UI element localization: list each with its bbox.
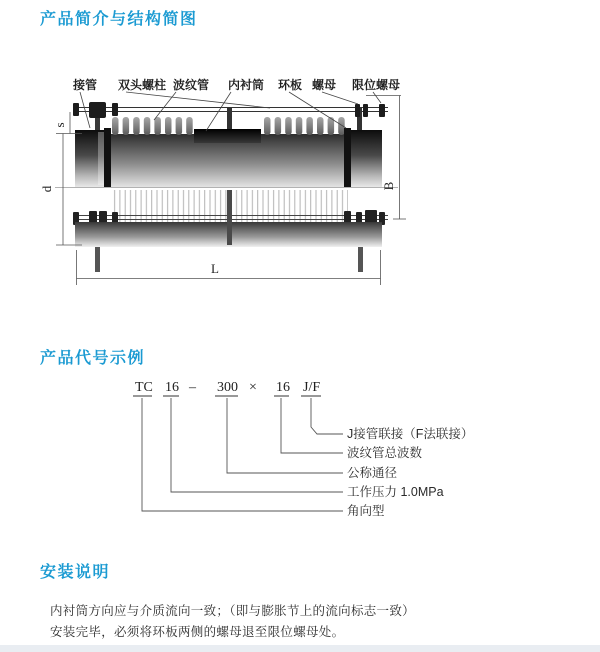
part-label-ring-plate: 环板 xyxy=(278,78,303,92)
bellows-left-convolutions xyxy=(112,117,193,135)
section-code-title: 产品代号示例 xyxy=(40,350,146,367)
callout-nominal-diameter: 公称通径 xyxy=(347,466,398,480)
stud-left-bottom xyxy=(95,247,100,272)
section-install-title: 安装说明 xyxy=(40,564,111,581)
dim-label-d: d xyxy=(39,185,54,193)
callout-connection-type: J接管联接（F法联接） xyxy=(347,427,474,441)
page-bottom-strip xyxy=(0,645,600,652)
code-callout-connectors xyxy=(142,398,343,511)
callout-total-waves: 波纹管总波数 xyxy=(347,446,423,460)
code-segment-type: TC xyxy=(135,380,153,395)
code-segment-pressure: 16 xyxy=(165,380,179,395)
install-note-line-1: 内衬筒方向应与介质流向一致；（即与膨胀节上的流向标志一致） xyxy=(50,604,415,618)
pipe-left-highlight xyxy=(98,132,105,185)
part-label-bellows: 波纹管 xyxy=(173,78,210,92)
part-label-connecting-pipe: 接管 xyxy=(73,78,98,92)
stud-right-bottom xyxy=(358,247,363,272)
part-label-double-end-stud: 双头螺柱 xyxy=(118,78,167,92)
part-label-inner-sleeve: 内衬筒 xyxy=(228,78,265,92)
code-segment-connection: J/F xyxy=(303,380,321,395)
stud-center-top xyxy=(227,108,232,132)
install-note-line-2: 安装完毕，必须将环板两侧的螺母退至限位螺母处。 xyxy=(50,625,345,639)
pipe-right xyxy=(351,130,382,187)
product-code-figure xyxy=(0,340,600,530)
dim-label-s: s xyxy=(52,122,67,128)
code-segment-diameter: 300 xyxy=(217,380,238,395)
part-label-limit-nut: 限位螺母 xyxy=(352,78,401,92)
code-segment-waves: 16 xyxy=(276,380,290,395)
code-segment-times: × xyxy=(249,380,257,395)
callout-working-pressure: 工作压力 1.0MPa xyxy=(347,485,444,499)
inner-sleeve-cap xyxy=(194,129,261,143)
ring-plate-right xyxy=(344,128,351,187)
code-segment-dash: – xyxy=(189,380,196,395)
section-intro-title: 产品简介与结构简图 xyxy=(40,11,198,28)
stud-center-bottom xyxy=(227,190,232,245)
dim-label-L: L xyxy=(211,261,219,276)
part-label-nut: 螺母 xyxy=(312,78,337,92)
callout-angular-type: 角向型 xyxy=(347,504,385,518)
dim-label-B: B xyxy=(381,181,396,191)
ring-plate-left xyxy=(104,128,111,187)
